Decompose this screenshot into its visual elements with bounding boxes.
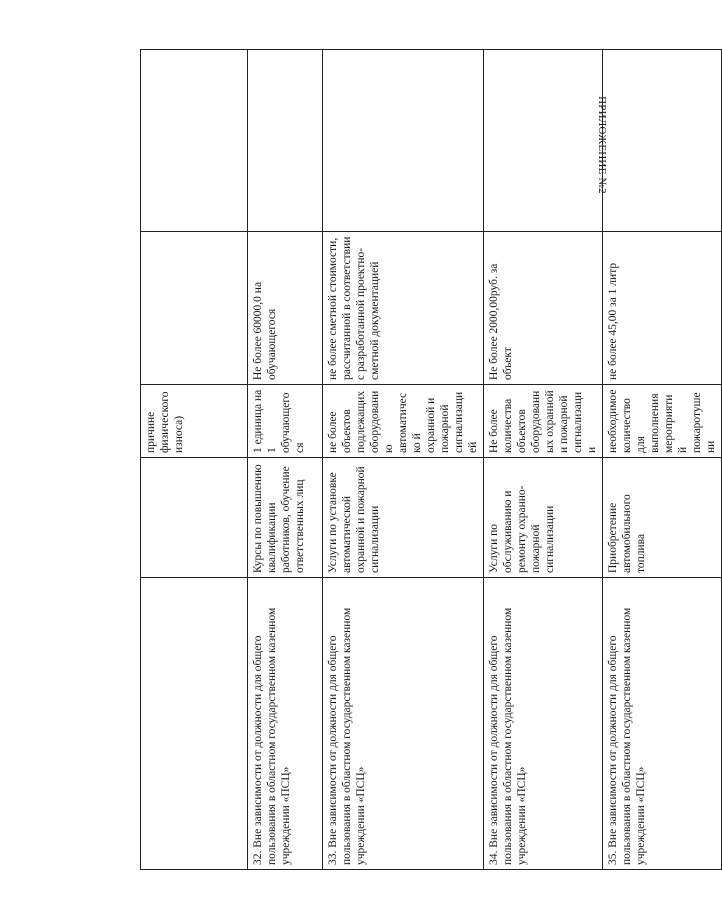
- cell-name: 35. Вне зависимости от должности для общего пользования в областном государственном казенном учреждении «ПСЦ»: [603, 578, 722, 870]
- cell-note: [141, 50, 248, 232]
- cell-price: Не более 2000,00руб. за объект: [484, 232, 603, 385]
- cell-quantity: необходимое количество для выполнения мероприятий пожаротушени: [603, 385, 722, 458]
- table-row: [248, 50, 323, 870]
- cell-note: [603, 50, 722, 232]
- cell-note: [484, 50, 603, 232]
- cell-service: Услуги по обслуживанию и ремонту охранно-пожарной сигнализации: [484, 458, 603, 578]
- appendix-table: [140, 49, 722, 870]
- table-row: [323, 50, 484, 870]
- rotated-table-wrapper: [140, 50, 717, 870]
- cell-quantity: причине физического износа): [141, 385, 248, 458]
- cell-quantity: не более объектов подлежащих оборудованию автоматическо й охранной и пожарной сигнализацией: [323, 385, 484, 458]
- cell-name: [141, 578, 248, 870]
- cell-price: не более сметной стоимости, рассчитанной в соответствии с разработанной проектно-сметной документацией: [323, 232, 484, 385]
- cell-quantity: 1 единица на 1 обучающегося: [248, 385, 323, 458]
- cell-price: [141, 232, 248, 385]
- cell-service: Приобретение автомобильного топлива: [603, 458, 722, 578]
- cell-price: не более 45,00 за 1 литр: [603, 232, 722, 385]
- appendix-title: ПРИЛОЖЕНИЕ №2: [596, 96, 608, 194]
- cell-price: Не более 60000,0 на обучающегося: [248, 232, 323, 385]
- cell-quantity: Не более количества объектов оборудованных охранной и пожарной сигнализации: [484, 385, 603, 458]
- cell-note: [323, 50, 484, 232]
- cell-service: [141, 458, 248, 578]
- cell-name: 33. Вне зависимости от должности для общего пользования в областном государственном казенном учреждении «ПСЦ»: [323, 578, 484, 870]
- cell-name: 34. Вне зависимости от должности для общего пользования в областном государственном казенном учреждении «ПСЦ»: [484, 578, 603, 870]
- table-row: [141, 50, 248, 870]
- cell-service: Услуги по установке автоматической охранной и пожарной сигнализации: [323, 458, 484, 578]
- cell-service: Курсы по повышению квалификации работников, обучение ответственных лиц: [248, 458, 323, 578]
- cell-note: [248, 50, 323, 232]
- cell-name: 32. Вне зависимости от должности для общего пользования в областном государственном казенном учреждении «ПСЦ»: [248, 578, 323, 870]
- table-row: [603, 50, 722, 870]
- table-row: [484, 50, 603, 870]
